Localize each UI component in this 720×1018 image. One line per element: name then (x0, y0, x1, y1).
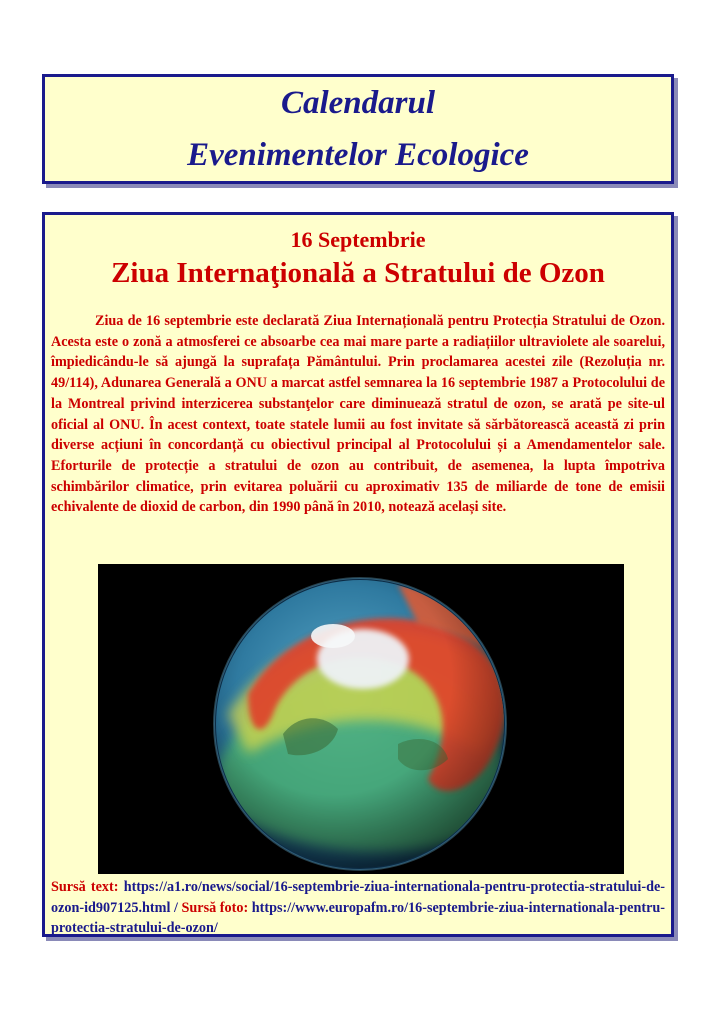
event-date: 16 Septembrie (290, 227, 426, 252)
photo-source-label: Sursă foto: (181, 899, 249, 916)
event-title: Ziua Internaţională a Stratului de Ozon (111, 257, 605, 289)
source-separator: / (170, 899, 182, 916)
ozon-globe-photo (98, 564, 624, 874)
sources-block (51, 877, 665, 939)
photo-source-link[interactable]: https://www.europafm.ro/16-septembrie-ziua-internationala-pentru-protectia-stratului-de-ozon/ (51, 899, 665, 937)
article-body: Ziua de 16 septembrie este declarată Ziua Internațională pentru Protecția Stratului de Ozon. Acesta este o zonă a atmosferei ce absoarbe cea mai mare parte a radiațiilor ultraviolete ale soarelui, împiedicându-le să ajungă la suprafața Pământului. Prin proclamarea acestei zile (Rezoluția nr. 49/114), Adunarea Generală a ONU a marcat astfel semnarea la 16 septembrie 1987 a Protocolului de la Montreal privind interzicerea substanţelor care diminuează stratul de ozon, se arată pe site-ul oficial al ONU. În acest context, toate statele lumii au fost invitate să sărbătorească această zi prin diverse acțiuni în concordanță cu obiectivul principal al Protocolului și a Amendamentelor sale. Eforturile de protecție a stratului de ozon au contribuit, de asemenea, la lupta împotriva schimbărilor climatice, prin evitarea poluării cu aproximativ 135 de miliarde de tone de emisii echivalente de dioxid de carbon, din 1990 până în 2010, notează același site. (51, 313, 665, 516)
header-title-line1: Calendarul (280, 85, 436, 121)
globe-illustration (98, 564, 624, 874)
text-source-label: Sursă text: (51, 879, 119, 895)
text-source-link[interactable]: https://a1.ro/news/social/16-septembrie-ziua-internationala-pentru-protectia-stratului-de-ozon-id907125.html (51, 879, 665, 916)
header-title-line2: Evenimentelor Ecologice (187, 137, 529, 173)
header-box (42, 74, 674, 184)
article-box (42, 212, 674, 937)
